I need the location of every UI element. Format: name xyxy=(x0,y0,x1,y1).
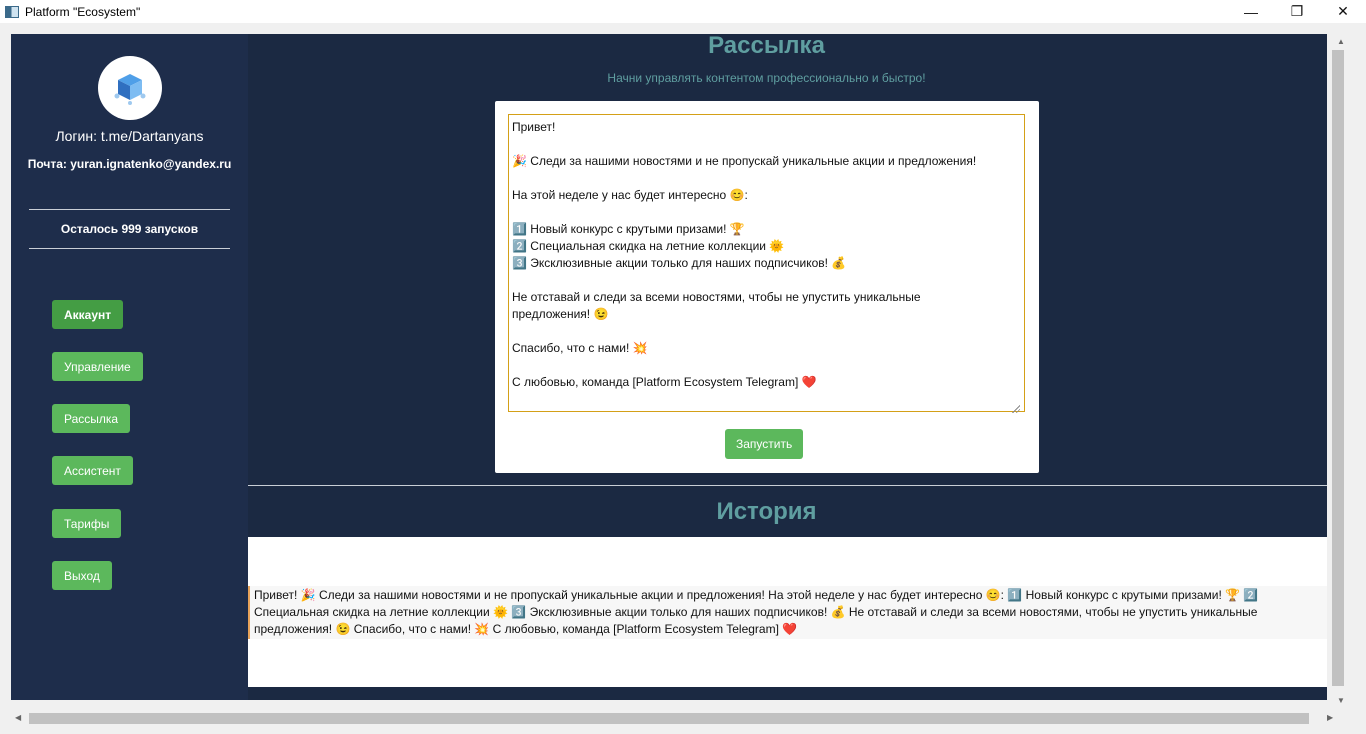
resize-handle-icon[interactable] xyxy=(1012,405,1020,413)
page-subtitle: Начни управлять контентом профессионально и быстро! xyxy=(607,71,926,85)
maximize-button[interactable]: ❐ xyxy=(1290,3,1304,19)
section-divider xyxy=(248,485,1338,486)
vertical-scrollbar[interactable] xyxy=(1327,34,1355,710)
mailing-card xyxy=(495,101,1039,473)
minimize-button[interactable]: — xyxy=(1244,3,1258,20)
history-item[interactable]: Привет! 🎉 Следи за нашими новостями и не пропускай уникальные акции и предложения! На этой неделе у нас будет интересно 😊: 1️⃣ Новый конкурс с крутыми призами! 🏆 2️⃣ Специальная скидка на летние коллекции 🌞 3️⃣ Эксклюзивные акции только для наших подписчиков! 💰 Не отставай и следи за всеми новостями, чтобы не упустить уникальные предложения! 😉 Спасибо, что с нами! 💥 С любовью, команда [Platform Ecosystem Telegram] ❤️ xyxy=(248,586,1338,639)
horizontal-scrollbar[interactable] xyxy=(11,710,1338,727)
nav-mailing-button[interactable]: Рассылка xyxy=(52,404,130,433)
email-text: Почта: yuran.ignatenko@yandex.ru xyxy=(27,157,232,171)
sidebar xyxy=(11,34,248,700)
divider xyxy=(29,248,230,249)
close-button[interactable]: ✕ xyxy=(1337,3,1349,19)
window-controls xyxy=(1228,0,1366,23)
vertical-scroll-thumb[interactable] xyxy=(1332,50,1344,686)
scroll-left-icon[interactable]: ◀ xyxy=(15,713,22,722)
run-button[interactable]: Запустить xyxy=(725,429,803,459)
nav-assistant-button[interactable]: Ассистент xyxy=(52,456,133,485)
avatar xyxy=(98,56,162,120)
nav-tariffs-button[interactable]: Тарифы xyxy=(52,509,121,538)
window-title: Platform "Ecosystem" xyxy=(25,4,141,19)
nav-management-button[interactable]: Управление xyxy=(52,352,143,381)
page-title: Рассылка xyxy=(708,34,825,59)
horizontal-scroll-thumb[interactable] xyxy=(29,713,1309,724)
divider xyxy=(29,209,230,210)
blocks-logo-icon xyxy=(112,70,148,106)
app-icon xyxy=(5,6,19,18)
message-textarea[interactable]: Привет! 🎉 Следи за нашими новостями и не пропускай уникальные акции и предложения! На этой неделе у нас будет интересно 😊: 1️⃣ Новый конкурс с крутыми призами! 🏆 2️⃣ Специальная скидка на летние коллекции 🌞 3️⃣ Эксклюзивные акции только для наших подписчиков! 💰 Не отставай и следи за всеми новостями, чтобы не упустить уникальные предложения! 😉 Спасибо, что с нами! 💥 С любовью, команда [Platform Ecosystem Telegram] ❤️ xyxy=(508,114,1025,412)
nav-exit-button[interactable]: Выход xyxy=(52,561,112,590)
main-content xyxy=(248,34,1338,700)
history-title: История xyxy=(716,498,817,525)
scroll-right-icon[interactable]: ▶ xyxy=(1327,713,1334,722)
window-titlebar xyxy=(0,0,1366,23)
history-panel xyxy=(248,537,1338,687)
scroll-up-icon[interactable]: ▲ xyxy=(1337,37,1345,46)
login-text: Логин: t.me/Dartanyans xyxy=(55,128,204,144)
nav-account-button[interactable]: Аккаунт xyxy=(52,300,123,329)
scroll-down-icon[interactable]: ▼ xyxy=(1337,696,1345,705)
app-client-area xyxy=(11,34,1338,700)
launches-remaining: Осталось 999 запусков xyxy=(60,222,199,236)
